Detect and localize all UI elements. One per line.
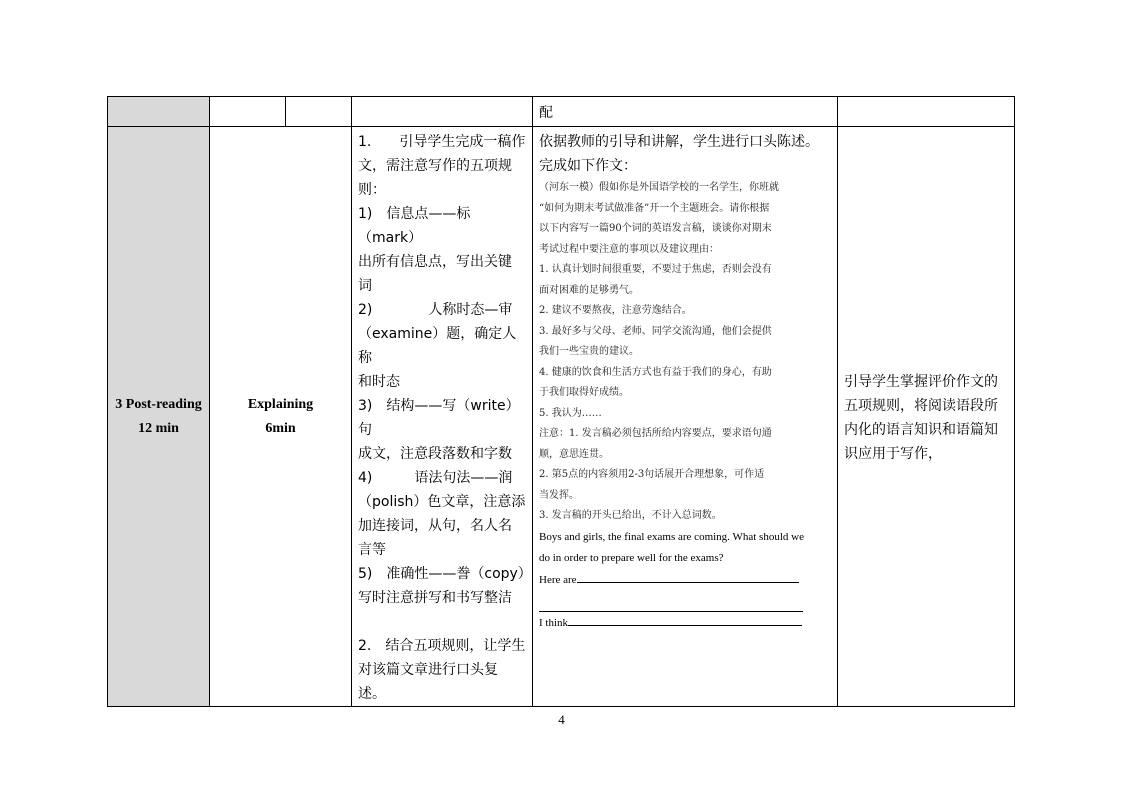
- task-line: 2. 第5点的内容须用2-3句话展开合理想象，可作适: [539, 469, 765, 480]
- step-cell-top-a: [210, 97, 286, 127]
- teacher-line: 4) 语法句法——润: [358, 470, 513, 486]
- teacher-line: 成文，注意段落数和字数: [358, 446, 512, 462]
- teacher-line: 1. 引导学生完成一稿作: [358, 134, 526, 150]
- teacher-line: 对该篇文章进行口头复: [358, 662, 498, 678]
- i-think-label: I think: [539, 616, 569, 629]
- page-number: 4: [558, 712, 565, 727]
- teacher-line: 述。: [358, 686, 386, 702]
- task-line: 3. 发言稿的开头已给出，不计入总词数。: [539, 510, 722, 521]
- step-cell-top-b: [286, 97, 352, 127]
- purpose-line: 五项规则，将阅读语段所: [844, 398, 998, 414]
- task-line: 我们一些宝贵的建议。: [539, 346, 639, 357]
- stage-duration: 12 min: [138, 420, 179, 436]
- here-are-line: [539, 569, 831, 591]
- stage-cell-top: [108, 97, 210, 127]
- task-line: （河东一模）假如你是外国语学校的一名学生，你班就: [539, 182, 779, 193]
- purpose-line: 引导学生掌握评价作文的: [844, 374, 998, 390]
- teacher-line: 词: [358, 278, 372, 294]
- teacher-line: 2. 结合五项规则，让学生: [358, 638, 526, 654]
- answer-blank: [577, 569, 799, 583]
- teacher-line: 2) 人称时态—审: [358, 302, 513, 318]
- teacher-line: 则：: [358, 182, 386, 198]
- table-row-post-reading: [108, 127, 1015, 707]
- teacher-cell-top: [352, 97, 533, 127]
- task-line: 1. 认真计划时间很重要，不要过于焦虑，否则会没有: [539, 264, 772, 275]
- teacher-line: 写时注意拼写和书写整洁: [358, 590, 512, 606]
- task-line: 考试过程中要注意的事项以及建议理由：: [539, 243, 719, 255]
- teacher-activity-cell: [352, 127, 533, 707]
- task-line: 面对困难的足够勇气。: [539, 284, 639, 296]
- task-line: 于我们取得好成绩。: [539, 387, 629, 398]
- student-intro-line: 完成如下作文：: [539, 158, 637, 174]
- teacher-line: 5) 准确性——誊（copy）: [358, 566, 532, 582]
- teacher-line: 出所有信息点，写出关键: [358, 254, 512, 270]
- task-line: 4. 健康的饮食和生活方式也有益于我们的身心，有助: [539, 366, 772, 378]
- step-name: Explaining: [247, 396, 314, 412]
- essay-line: Boys and girls, the final exams are coming. What should we: [539, 530, 804, 543]
- stage-cell: [108, 127, 210, 707]
- step-cell: [210, 127, 352, 707]
- teacher-line: 1) 信息点——标（mark）: [358, 206, 471, 246]
- task-line: 当发挥。: [539, 489, 579, 501]
- stage-name: 3 Post-reading: [115, 396, 202, 412]
- purpose-cell-top: [838, 97, 1015, 127]
- teacher-line: （examine）题，确定人称: [358, 326, 517, 366]
- essay-line: do in order to prepare well for the exams?: [539, 551, 724, 564]
- teacher-line: （polish）色文章，注意添: [358, 494, 526, 510]
- essay-opening: [539, 527, 831, 634]
- task-line: 注意：1. 发言稿必须包括所给内容要点，要求语句通: [539, 428, 772, 439]
- teacher-line: 3) 结构——写（write）句: [358, 398, 520, 438]
- teacher-line: 和时态: [358, 374, 400, 390]
- teacher-line: 加连接词，从句，名人名: [358, 518, 512, 534]
- purpose-line: 识应用于写作，: [844, 446, 942, 462]
- material-tail-text: 配: [539, 105, 553, 121]
- answer-blank: [568, 612, 802, 626]
- answer-blank-full: [539, 591, 803, 612]
- task-line: 2. 建议不要熬夜，注意劳逸结合。: [539, 305, 692, 316]
- here-are-label: Here are: [539, 573, 577, 586]
- writing-task: [539, 178, 831, 527]
- table-row-continuation: [108, 97, 1015, 127]
- student-activity-cell: [533, 127, 838, 707]
- task-line: 5. 我认为……: [539, 407, 602, 419]
- teacher-line-spacer: [358, 610, 526, 634]
- i-think-line: [539, 612, 831, 634]
- teacher-line: 言等: [358, 542, 386, 558]
- task-line: “如何为期末考试做准备”开一个主题班会。请你根据: [539, 202, 770, 214]
- task-line: 顺，意思连贯。: [539, 448, 609, 460]
- step-duration: 6min: [265, 420, 296, 436]
- purpose-line: 内化的语言知识和语篇知: [844, 422, 998, 438]
- teacher-activity-text: [358, 130, 532, 706]
- purpose-cell: [838, 127, 1015, 707]
- task-line: 3. 最好多与父母、老师、同学交流沟通，他们会提供: [539, 325, 772, 337]
- student-cell-top: [533, 97, 838, 127]
- teacher-line: 文，需注意写作的五项规: [358, 158, 512, 174]
- lesson-plan-table: [107, 96, 1015, 707]
- task-line: 以下内容写一篇90个词的英语发言稿，谈谈你对期末: [539, 223, 772, 234]
- student-intro-line: 依据教师的引导和讲解，学生进行口头陈述。: [539, 134, 819, 150]
